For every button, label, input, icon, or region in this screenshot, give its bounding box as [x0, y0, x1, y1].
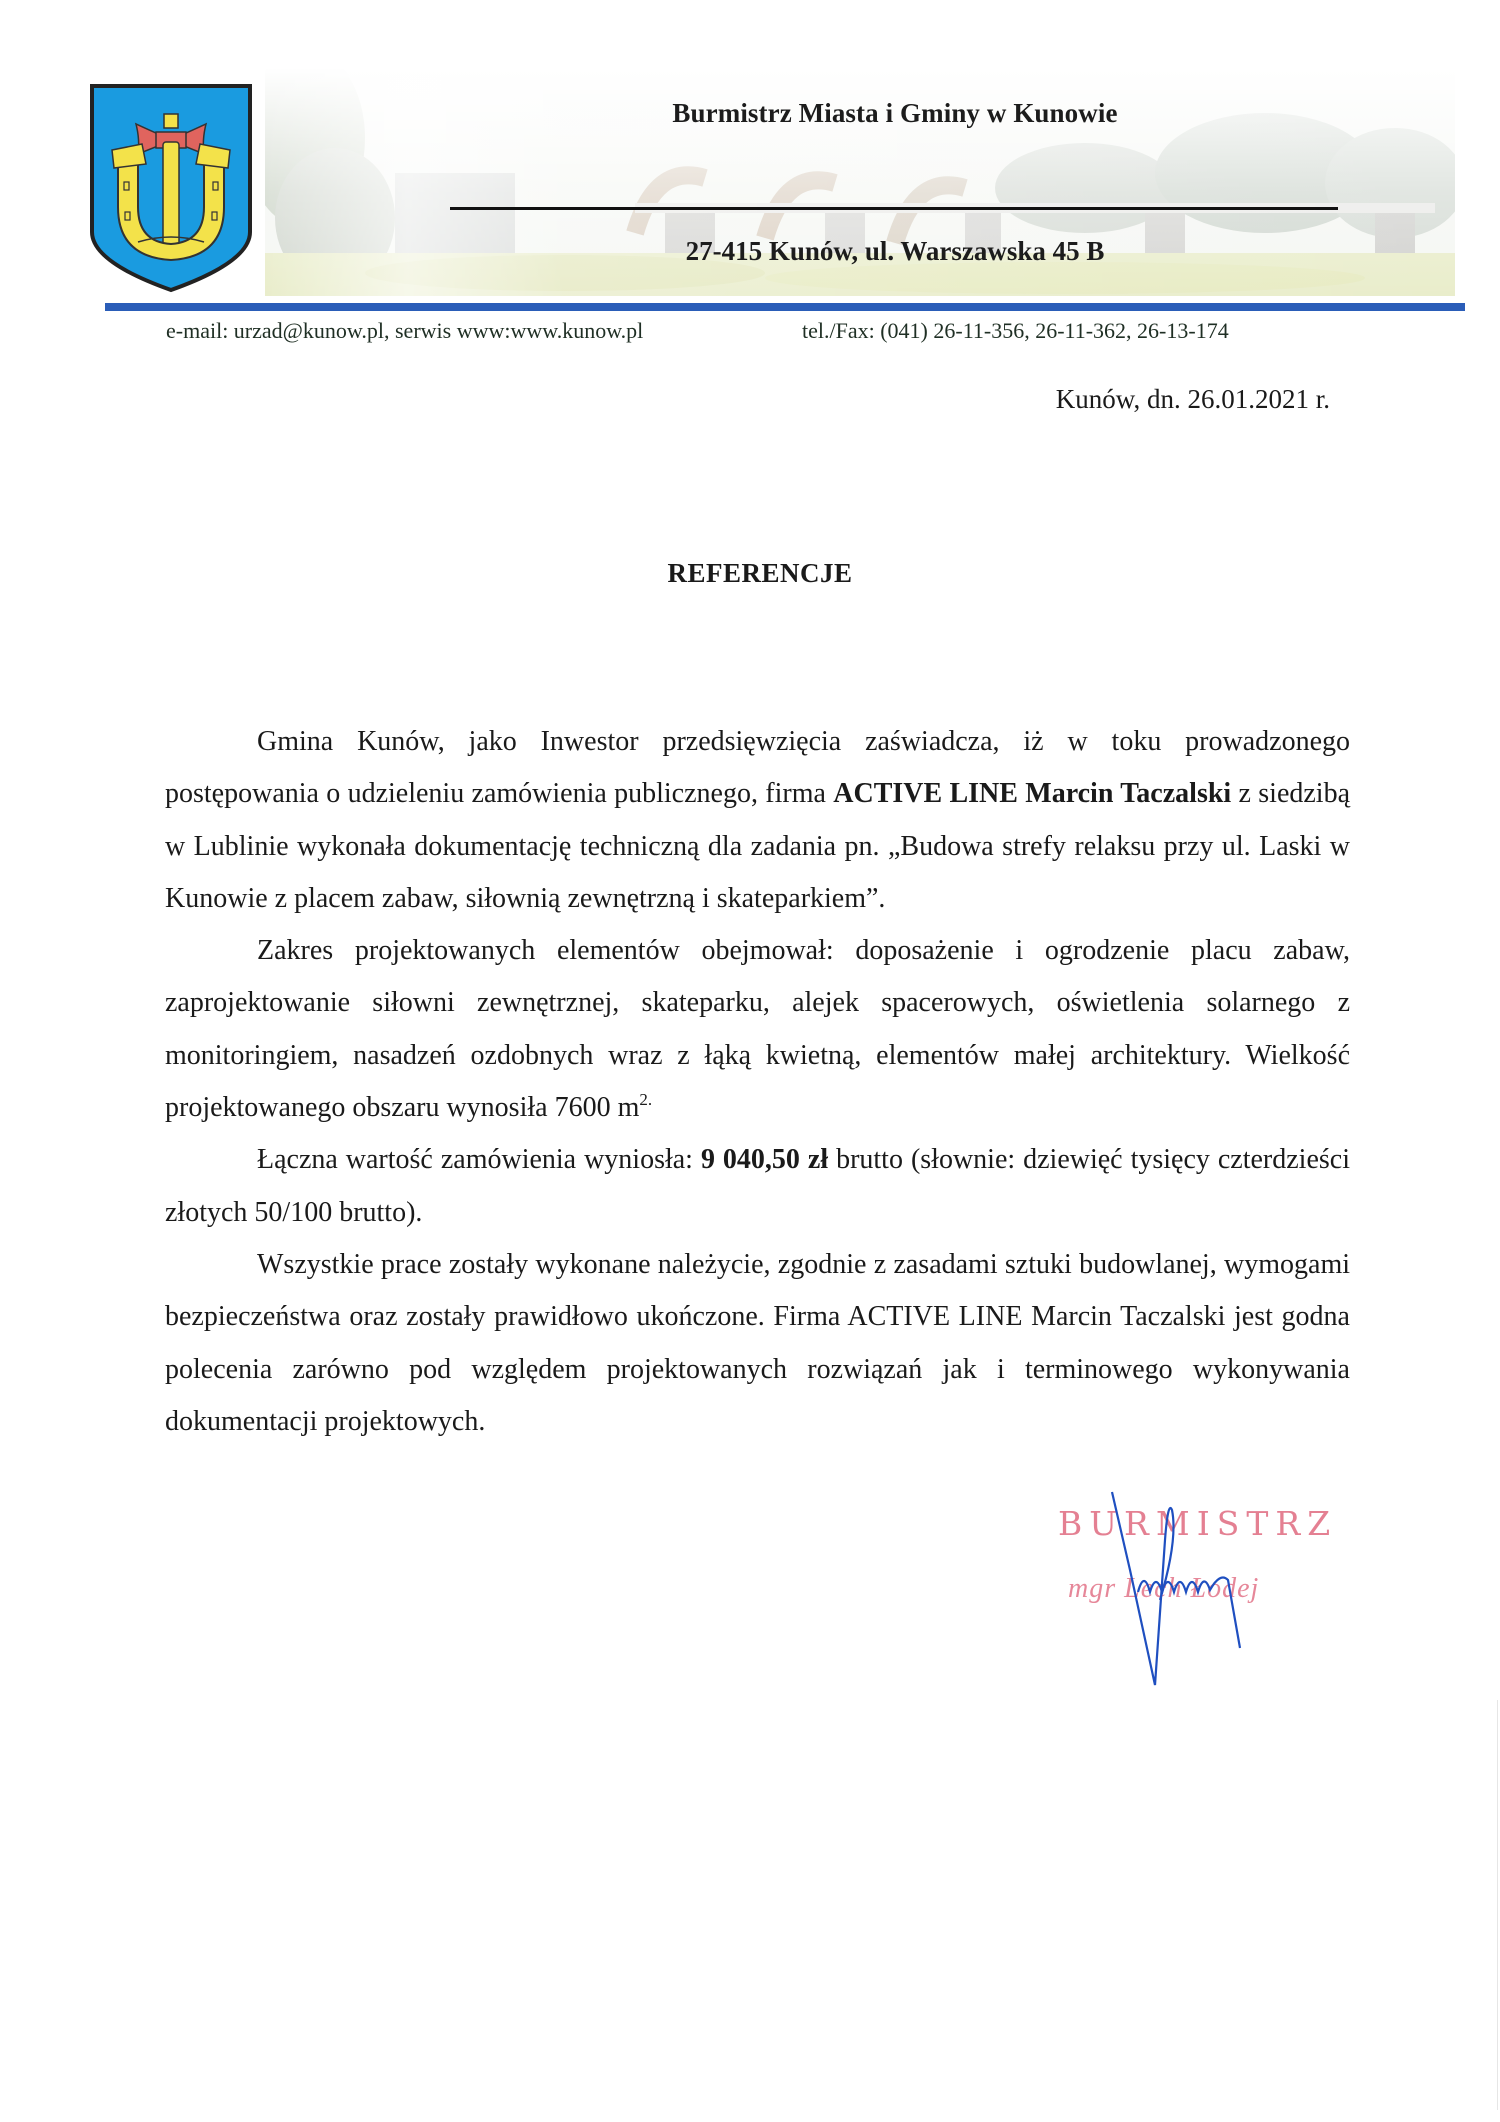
contact-phone-fax: tel./Fax: (041) 26-11-356, 26-11-362, 26-13-174: [802, 318, 1229, 343]
header-blue-rule: [105, 303, 1465, 311]
document-date: Kunów, dn. 26.01.2021 r.: [1055, 384, 1330, 414]
issuer-address: 27-415 Kunów, ul. Warszawska 45 B: [685, 236, 1105, 266]
paragraph-3-text-a: Łączna wartość zamówienia wyniosła:: [257, 1144, 701, 1176]
company-name: ACTIVE LINE Marcin Taczalski: [833, 778, 1232, 810]
document-heading: REFERENCJE: [667, 558, 853, 588]
handwritten-signature: [1040, 1480, 1320, 1700]
paragraph-2: [165, 925, 1350, 1134]
paragraph-4: Wszystkie prace zostały wykonane należycie, zgodnie z zasadami sztuki budowlanej, wymogami bezpieczeństwa oraz zostały prawidłowo ukończone. Firma ACTIVE LINE Marcin Taczalski jest godna polecenia zarówno pod względem projektowanych rozwiązań jak i terminowego wykonywania dokumentacji projektowych.: [165, 1248, 1350, 1437]
official-stamp: [1040, 1480, 1338, 1700]
header-divider: [450, 207, 1338, 210]
letter-body: [165, 716, 1350, 1448]
scan-edge: [1497, 1700, 1498, 2110]
paragraph-2-text: Zakres projektowanych elementów obejmował: doposażenie i ogrodzenie placu zabaw, zaprojektowanie siłowni zewnętrznej, skateparku, alejek spacerowych, oświetlenia solarnego z monitoringiem, nasadzeń ozdobnych wraz z łąką kwietną, elementów małej architektury. Wielkość projektowanego obszaru wynosiła 7600 m: [165, 935, 1350, 1124]
issuer-title: Burmistrz Miasta i Gminy w Kunowie: [672, 98, 1118, 128]
paragraph-3: [165, 1134, 1350, 1239]
paragraph-1-text-a: Gmina Kunów, jako Inwestor przedsięwzięcia zaświadcza, iż w toku prowadzonego postępowania o udzieleniu zamówienia publicznego, firma: [165, 726, 1350, 810]
coat-of-arms-icon: [88, 82, 254, 294]
paragraph-1-text-b: z siedzibą w Lublinie wykonała dokumentację techniczną dla zadania pn. „Budowa strefy relaksu przy ul. Laski w Kunowie z placem zabaw, siłownią zewnętrzną i skateparkiem”.: [165, 778, 1351, 914]
paragraph-3-text-b: brutto (słownie: dziewięć tysięcy czterdzieści złotych 50/100 brutto).: [165, 1144, 1350, 1228]
stamp-name: mgr Lech Łodej: [1068, 1573, 1260, 1604]
area-unit-superscript: 2.: [639, 1090, 653, 1110]
paragraph-1: [165, 716, 1350, 925]
contact-email-web: e-mail: urzad@kunow.pl, serwis www:www.kunow.pl: [166, 318, 644, 343]
stamp-title: BURMISTRZ: [1058, 1504, 1338, 1543]
contract-value: 9 040,50 zł: [700, 1144, 829, 1176]
